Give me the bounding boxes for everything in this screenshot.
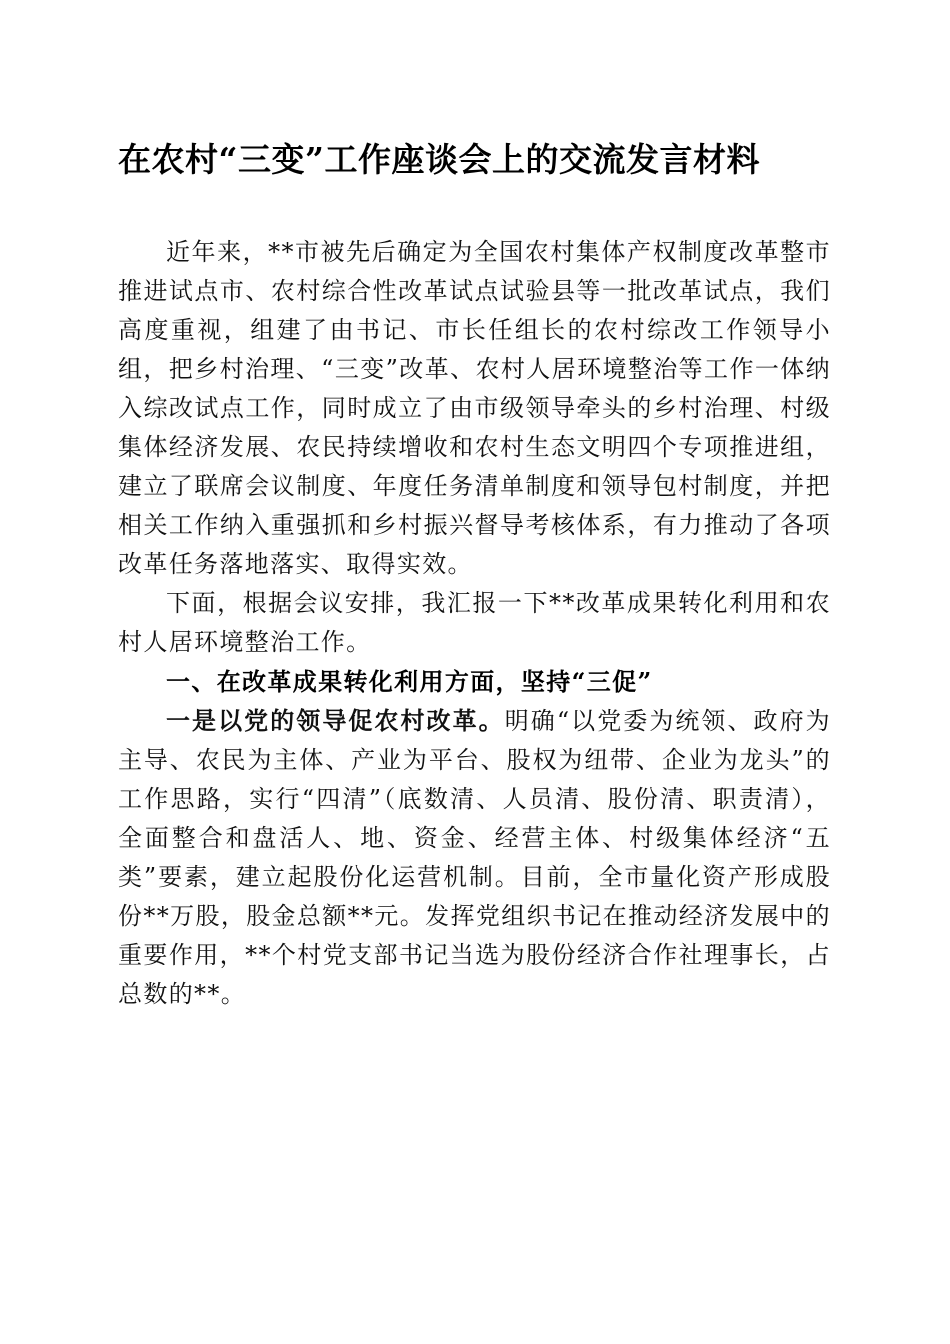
document-title: 在农村“三变”工作座谈会上的交流发言材料: [118, 140, 760, 179]
section-paragraph: [118, 701, 831, 1014]
paragraph-lead: 一是以党的领导促农村改革。: [166, 706, 505, 735]
section-heading: 一、在改革成果转化利用方面，坚持“三促”: [166, 667, 653, 696]
intro-paragraph: 近年来，**市被先后确定为全国农村集体产权制度改革整市推进试点市、农村综合性改革试点试验县等一批改革试点，我们高度重视，组建了由书记、市长任组长的农村综改工作领导小组，把乡村治理、“三变”改革、农村人居环境整治等工作一体纳入综改试点工作，同时成立了由市级领导牵头的乡村治理、村级集体经济发展、农民持续增收和农村生态文明四个专项推进组，建立了联席会议制度、年度任务清单制度和领导包村制度，并把相关工作纳入重强抓和乡村振兴督导考核体系，有力推动了各项改革任务落地落实、取得实效。: [118, 238, 831, 578]
paragraph-text: 明确“以党委为统领、政府为主导、农民为主体、产业为平台、股权为纽带、企业为龙头”的工作思路，实行“四清”（底数清、人员清、股份清、职责清），全面整合和盘活人、地、资金、经营主体、村级集体经济“五类”要素，建立起股份化运营机制。目前，全市量化资产形成股份**万股，股金总额**元。发挥党组织书记在推动经济发展中的重要作用，**个村党支部书记当选为股份经济合作社理事长，占总数的**。: [118, 707, 831, 1008]
document-body: [118, 233, 831, 1014]
report-paragraph: 下面，根据会议安排，我汇报一下**改革成果转化利用和农村人居环境整治工作。: [118, 589, 831, 656]
